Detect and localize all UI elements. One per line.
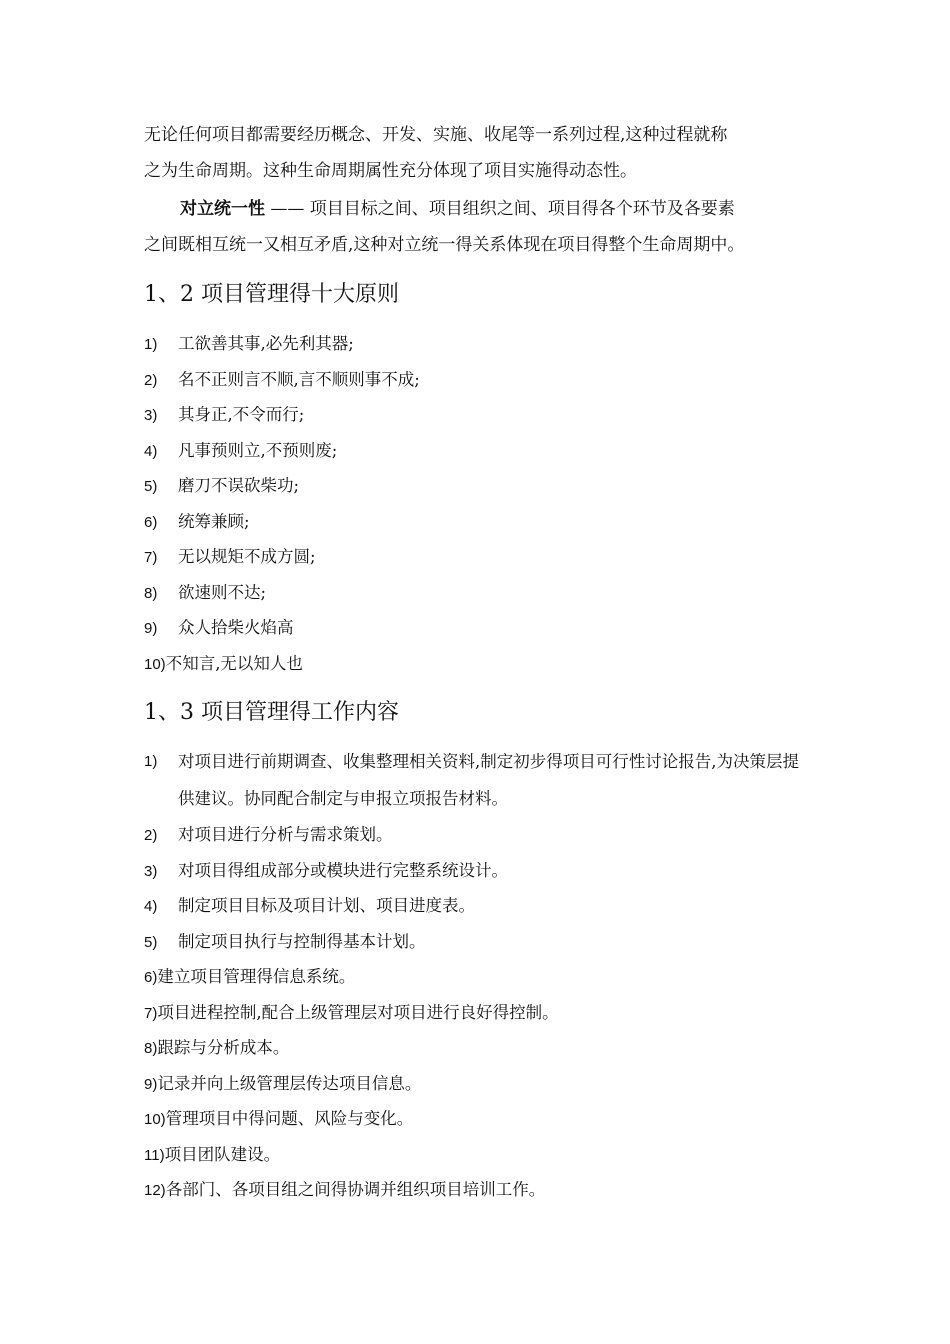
item-number: 10) bbox=[144, 1111, 166, 1128]
intro-line-2: 之为生命周期。这种生命周期属性充分体现了项目实施得动态性。 bbox=[144, 161, 637, 181]
work-content-list bbox=[144, 743, 814, 1208]
item-number: 3) bbox=[144, 862, 158, 880]
item-number: 9) bbox=[144, 1075, 158, 1093]
list-item bbox=[144, 1172, 814, 1208]
intro-paragraph-2 bbox=[144, 191, 812, 263]
item-text: 对项目进行分析与需求策划。 bbox=[178, 825, 393, 844]
item-number: 6) bbox=[144, 513, 158, 531]
list-item bbox=[144, 924, 814, 960]
item-text: 无以规矩不成方圆; bbox=[178, 547, 316, 566]
item-number: 10) bbox=[144, 655, 166, 673]
list-item bbox=[144, 1030, 814, 1066]
item-number: 6) bbox=[144, 969, 158, 986]
item-number: 1) bbox=[144, 753, 158, 770]
list-item bbox=[144, 539, 814, 575]
item-text: 制定项目目标及项目计划、项目进度表。 bbox=[178, 896, 475, 915]
item-number: 7) bbox=[144, 1004, 158, 1022]
list-item bbox=[144, 743, 814, 817]
list-item bbox=[144, 326, 814, 362]
item-text: 项目进程控制,配合上级管理层对项目进行良好得控制。 bbox=[157, 1002, 559, 1022]
item-text: 记录并向上级管理层传达项目信息。 bbox=[157, 1073, 422, 1093]
item-number: 5) bbox=[144, 478, 158, 495]
intro-line-4: 之间既相互统一又相互矛盾,这种对立统一得关系体现在项目得整个生命周期中。 bbox=[144, 235, 745, 255]
item-number: 1) bbox=[144, 336, 158, 353]
item-text: 磨刀不误砍柴功; bbox=[178, 476, 300, 495]
term-opposite-unity: 对立统一性 bbox=[180, 199, 265, 219]
item-number: 11) bbox=[144, 1146, 165, 1164]
item-text: 凡事预则立,不预则废; bbox=[178, 440, 338, 460]
item-text: 名不正则言不顺,言不顺则事不成; bbox=[178, 369, 420, 389]
list-item bbox=[144, 362, 814, 398]
principles-list bbox=[144, 326, 814, 681]
list-item bbox=[144, 959, 814, 995]
item-text: 项目团队建设。 bbox=[164, 1144, 281, 1164]
item-text: 建立项目管理得信息系统。 bbox=[157, 967, 356, 986]
item-text: 各部门、各项目组之间得协调并组织项目培训工作。 bbox=[165, 1180, 546, 1199]
item-number: 4) bbox=[144, 898, 158, 915]
list-item bbox=[144, 1101, 814, 1137]
list-item bbox=[144, 397, 814, 433]
item-text: 制定项目执行与控制得基本计划。 bbox=[178, 931, 426, 951]
list-item bbox=[144, 1137, 814, 1173]
list-item bbox=[144, 1066, 814, 1102]
item-text: 对项目进行前期调查、收集整理相关资料,制定初步得项目可行性讨论报告,为决策层提供建议。协同配合制定与申报立项报告材料。 bbox=[178, 752, 799, 808]
section-title-work-content: 1、3 项目管理得工作内容 bbox=[144, 700, 399, 725]
item-number: 7) bbox=[144, 549, 158, 566]
item-text: 对项目得组成部分或模块进行完整系统设计。 bbox=[178, 860, 508, 880]
item-number: 2) bbox=[144, 827, 158, 844]
item-number: 9) bbox=[144, 620, 158, 637]
section-title-principles: 1、2 项目管理得十大原则 bbox=[144, 282, 399, 307]
term-definition: —— 项目目标之间、项目组织之间、项目得各个环节及各要素 bbox=[265, 199, 735, 219]
item-number: 2) bbox=[144, 371, 158, 389]
item-text: 统筹兼顾; bbox=[178, 511, 250, 531]
item-number: 8) bbox=[144, 584, 158, 602]
list-item bbox=[144, 610, 814, 646]
list-item bbox=[144, 646, 814, 682]
item-text: 跟踪与分析成本。 bbox=[157, 1038, 290, 1057]
list-item bbox=[144, 433, 814, 469]
list-item bbox=[144, 504, 814, 540]
item-text: 其身正,不令而行; bbox=[178, 405, 305, 424]
item-text: 不知言,无以知人也 bbox=[165, 653, 303, 673]
item-number: 5) bbox=[144, 933, 158, 951]
intro-line-1: 无论任何项目都需要经历概念、开发、实施、收尾等一系列过程,这种过程就称 bbox=[144, 125, 728, 145]
item-number: 3) bbox=[144, 407, 158, 424]
item-text: 欲速则不达; bbox=[178, 582, 267, 602]
list-item bbox=[144, 888, 814, 924]
list-item bbox=[144, 817, 814, 853]
item-text: 管理项目中得问题、风险与变化。 bbox=[165, 1109, 414, 1128]
item-text: 众人拾柴火焰高 bbox=[178, 618, 294, 637]
list-item bbox=[144, 575, 814, 611]
intro-paragraph-1 bbox=[144, 117, 812, 189]
intro-line-3 bbox=[144, 199, 735, 219]
list-item bbox=[144, 995, 814, 1031]
item-number: 8) bbox=[144, 1040, 158, 1057]
list-item bbox=[144, 468, 814, 504]
list-item bbox=[144, 853, 814, 889]
item-number: 12) bbox=[144, 1182, 166, 1199]
item-text: 工欲善其事,必先利其器; bbox=[178, 334, 354, 353]
item-number: 4) bbox=[144, 442, 158, 460]
